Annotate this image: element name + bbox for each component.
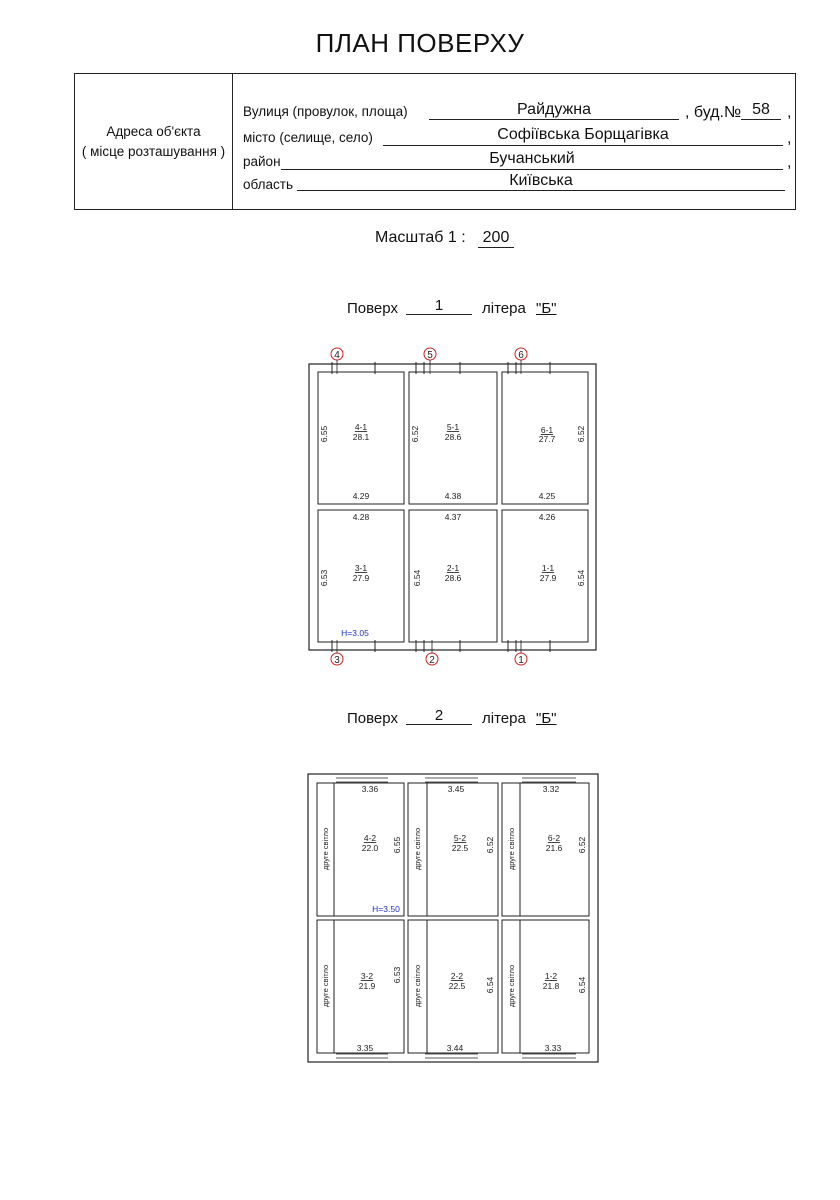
room-id-5-1: 5-1 xyxy=(446,422,460,432)
room-area-6-2: 21.6 xyxy=(545,843,563,853)
dim-5-2: 3.45 xyxy=(447,784,465,794)
dim-3-1-side: 6.53 xyxy=(319,569,329,587)
dim-6-1-side: 6.52 xyxy=(576,425,586,443)
city-value: Софіївська Борщагівка xyxy=(497,126,669,143)
dim-4-2-side: 6.55 xyxy=(392,836,402,854)
building-value: 58 xyxy=(752,101,770,118)
dim-2-2-side: 6.54 xyxy=(485,976,495,994)
city-row-comma: , xyxy=(787,130,792,147)
address-label-line2: ( місце розташування ) xyxy=(81,143,226,159)
room-id-1-1: 1-1 xyxy=(541,563,555,573)
region-value: Київська xyxy=(509,172,573,189)
dim-6-2: 3.32 xyxy=(542,784,560,794)
city-label: місто (селище, село) xyxy=(243,130,373,145)
axis-marker-4 xyxy=(331,348,343,374)
dim-4-1-bottom: 4.29 xyxy=(352,491,370,501)
room-area-4-2: 22.0 xyxy=(361,843,379,853)
room-id-3-2: 3-2 xyxy=(360,971,374,981)
svg-text:4: 4 xyxy=(334,350,340,361)
floor1-plan xyxy=(290,340,610,670)
scale-label: Масштаб 1 : xyxy=(375,229,466,246)
dim-2-1-side: 6.54 xyxy=(412,569,422,587)
room-area-1-2: 21.8 xyxy=(542,981,560,991)
svg-text:6: 6 xyxy=(518,350,524,361)
dim-1-2: 3.33 xyxy=(544,1043,562,1053)
dim-1-1-top: 4.26 xyxy=(538,512,556,522)
room-area-5-2: 22.5 xyxy=(451,843,469,853)
void-label: друге світло xyxy=(321,827,330,871)
dim-4-2: 3.36 xyxy=(361,784,379,794)
floor2-floor-label: Поверх xyxy=(347,710,398,727)
address-block-label xyxy=(75,74,233,209)
floor2-height-note: Н=3.50 xyxy=(372,904,400,914)
building-label: , буд.№ xyxy=(685,104,742,121)
void-label: друге світло xyxy=(507,827,516,871)
dim-1-1-side: 6.54 xyxy=(576,569,586,587)
floor2-floor-value: 2 xyxy=(406,707,472,725)
region-label: область xyxy=(243,177,293,192)
dim-4-1-side: 6.55 xyxy=(319,425,329,443)
floor1-height-note: Н=3.05 xyxy=(341,628,369,638)
dim-1-2-side: 6.54 xyxy=(577,976,587,994)
room-id-5-2: 5-2 xyxy=(453,833,467,843)
void-label: друге світло xyxy=(507,964,516,1008)
dim-2-1-top: 4.37 xyxy=(444,512,462,522)
void-label: друге світло xyxy=(413,827,422,871)
axis-marker-5 xyxy=(424,348,436,374)
dim-3-2: 3.35 xyxy=(356,1043,374,1053)
axis-marker-6 xyxy=(515,348,527,374)
floor1-floor-value: 1 xyxy=(406,297,472,315)
dim-3-1-top: 4.28 xyxy=(352,512,370,522)
district-value: Бучанський xyxy=(489,150,575,167)
dim-5-1-side: 6.52 xyxy=(410,425,420,443)
svg-text:1: 1 xyxy=(518,655,524,666)
room-area-4-1: 28.1 xyxy=(352,432,370,442)
room-id-1-2: 1-2 xyxy=(544,971,558,981)
street-value: Райдужна xyxy=(517,101,591,118)
page-title: ПЛАН ПОВЕРХУ xyxy=(315,28,525,58)
dim-3-2-side: 6.53 xyxy=(392,966,402,984)
axis-marker-2 xyxy=(426,640,438,666)
scale-value: 200 xyxy=(478,229,514,248)
floor1-letter-label: літера xyxy=(482,300,526,317)
district-row-comma: , xyxy=(787,154,792,171)
room-area-6-1: 27.7 xyxy=(538,434,556,444)
address-table xyxy=(74,73,796,210)
dim-5-1-bottom: 4.38 xyxy=(444,491,462,501)
dim-2-2: 3.44 xyxy=(446,1043,464,1053)
floor2-letter-label: літера xyxy=(482,710,526,727)
room-id-3-1: 3-1 xyxy=(354,563,368,573)
floor2-letter-value: "Б" xyxy=(536,710,557,727)
axis-marker-1 xyxy=(515,640,527,666)
void-label: друге світло xyxy=(413,964,422,1008)
room-id-2-2: 2-2 xyxy=(450,971,464,981)
room-area-2-1: 28.6 xyxy=(444,573,462,583)
room-id-4-2: 4-2 xyxy=(363,833,377,843)
room-id-4-1: 4-1 xyxy=(354,422,368,432)
svg-text:3: 3 xyxy=(334,655,340,666)
void-label: друге світло xyxy=(321,964,330,1008)
dim-6-1-bottom: 4.25 xyxy=(538,491,556,501)
room-area-3-1: 27.9 xyxy=(352,573,370,583)
dim-5-2-side: 6.52 xyxy=(485,836,495,854)
axis-marker-3 xyxy=(331,640,343,666)
room-area-3-2: 21.9 xyxy=(358,981,376,991)
room-area-1-1: 27.9 xyxy=(539,573,557,583)
floor1-floor-label: Поверх xyxy=(347,300,398,317)
dim-6-2-side: 6.52 xyxy=(577,836,587,854)
street-label: Вулиця (провулок, площа) xyxy=(243,104,408,119)
room-area-2-2: 22.5 xyxy=(448,981,466,991)
svg-text:2: 2 xyxy=(429,655,435,666)
floor2-plan xyxy=(300,765,610,1065)
room-area-5-1: 28.6 xyxy=(444,432,462,442)
floor1-letter-value: "Б" xyxy=(536,300,557,317)
district-label: район xyxy=(243,154,281,169)
room-id-6-1: 6-1 xyxy=(540,425,554,435)
room-id-6-2: 6-2 xyxy=(547,833,561,843)
svg-text:5: 5 xyxy=(427,350,433,361)
address-label-line1: Адреса об'єкта xyxy=(106,123,201,139)
room-id-2-1: 2-1 xyxy=(446,563,460,573)
street-row-comma: , xyxy=(787,104,792,121)
